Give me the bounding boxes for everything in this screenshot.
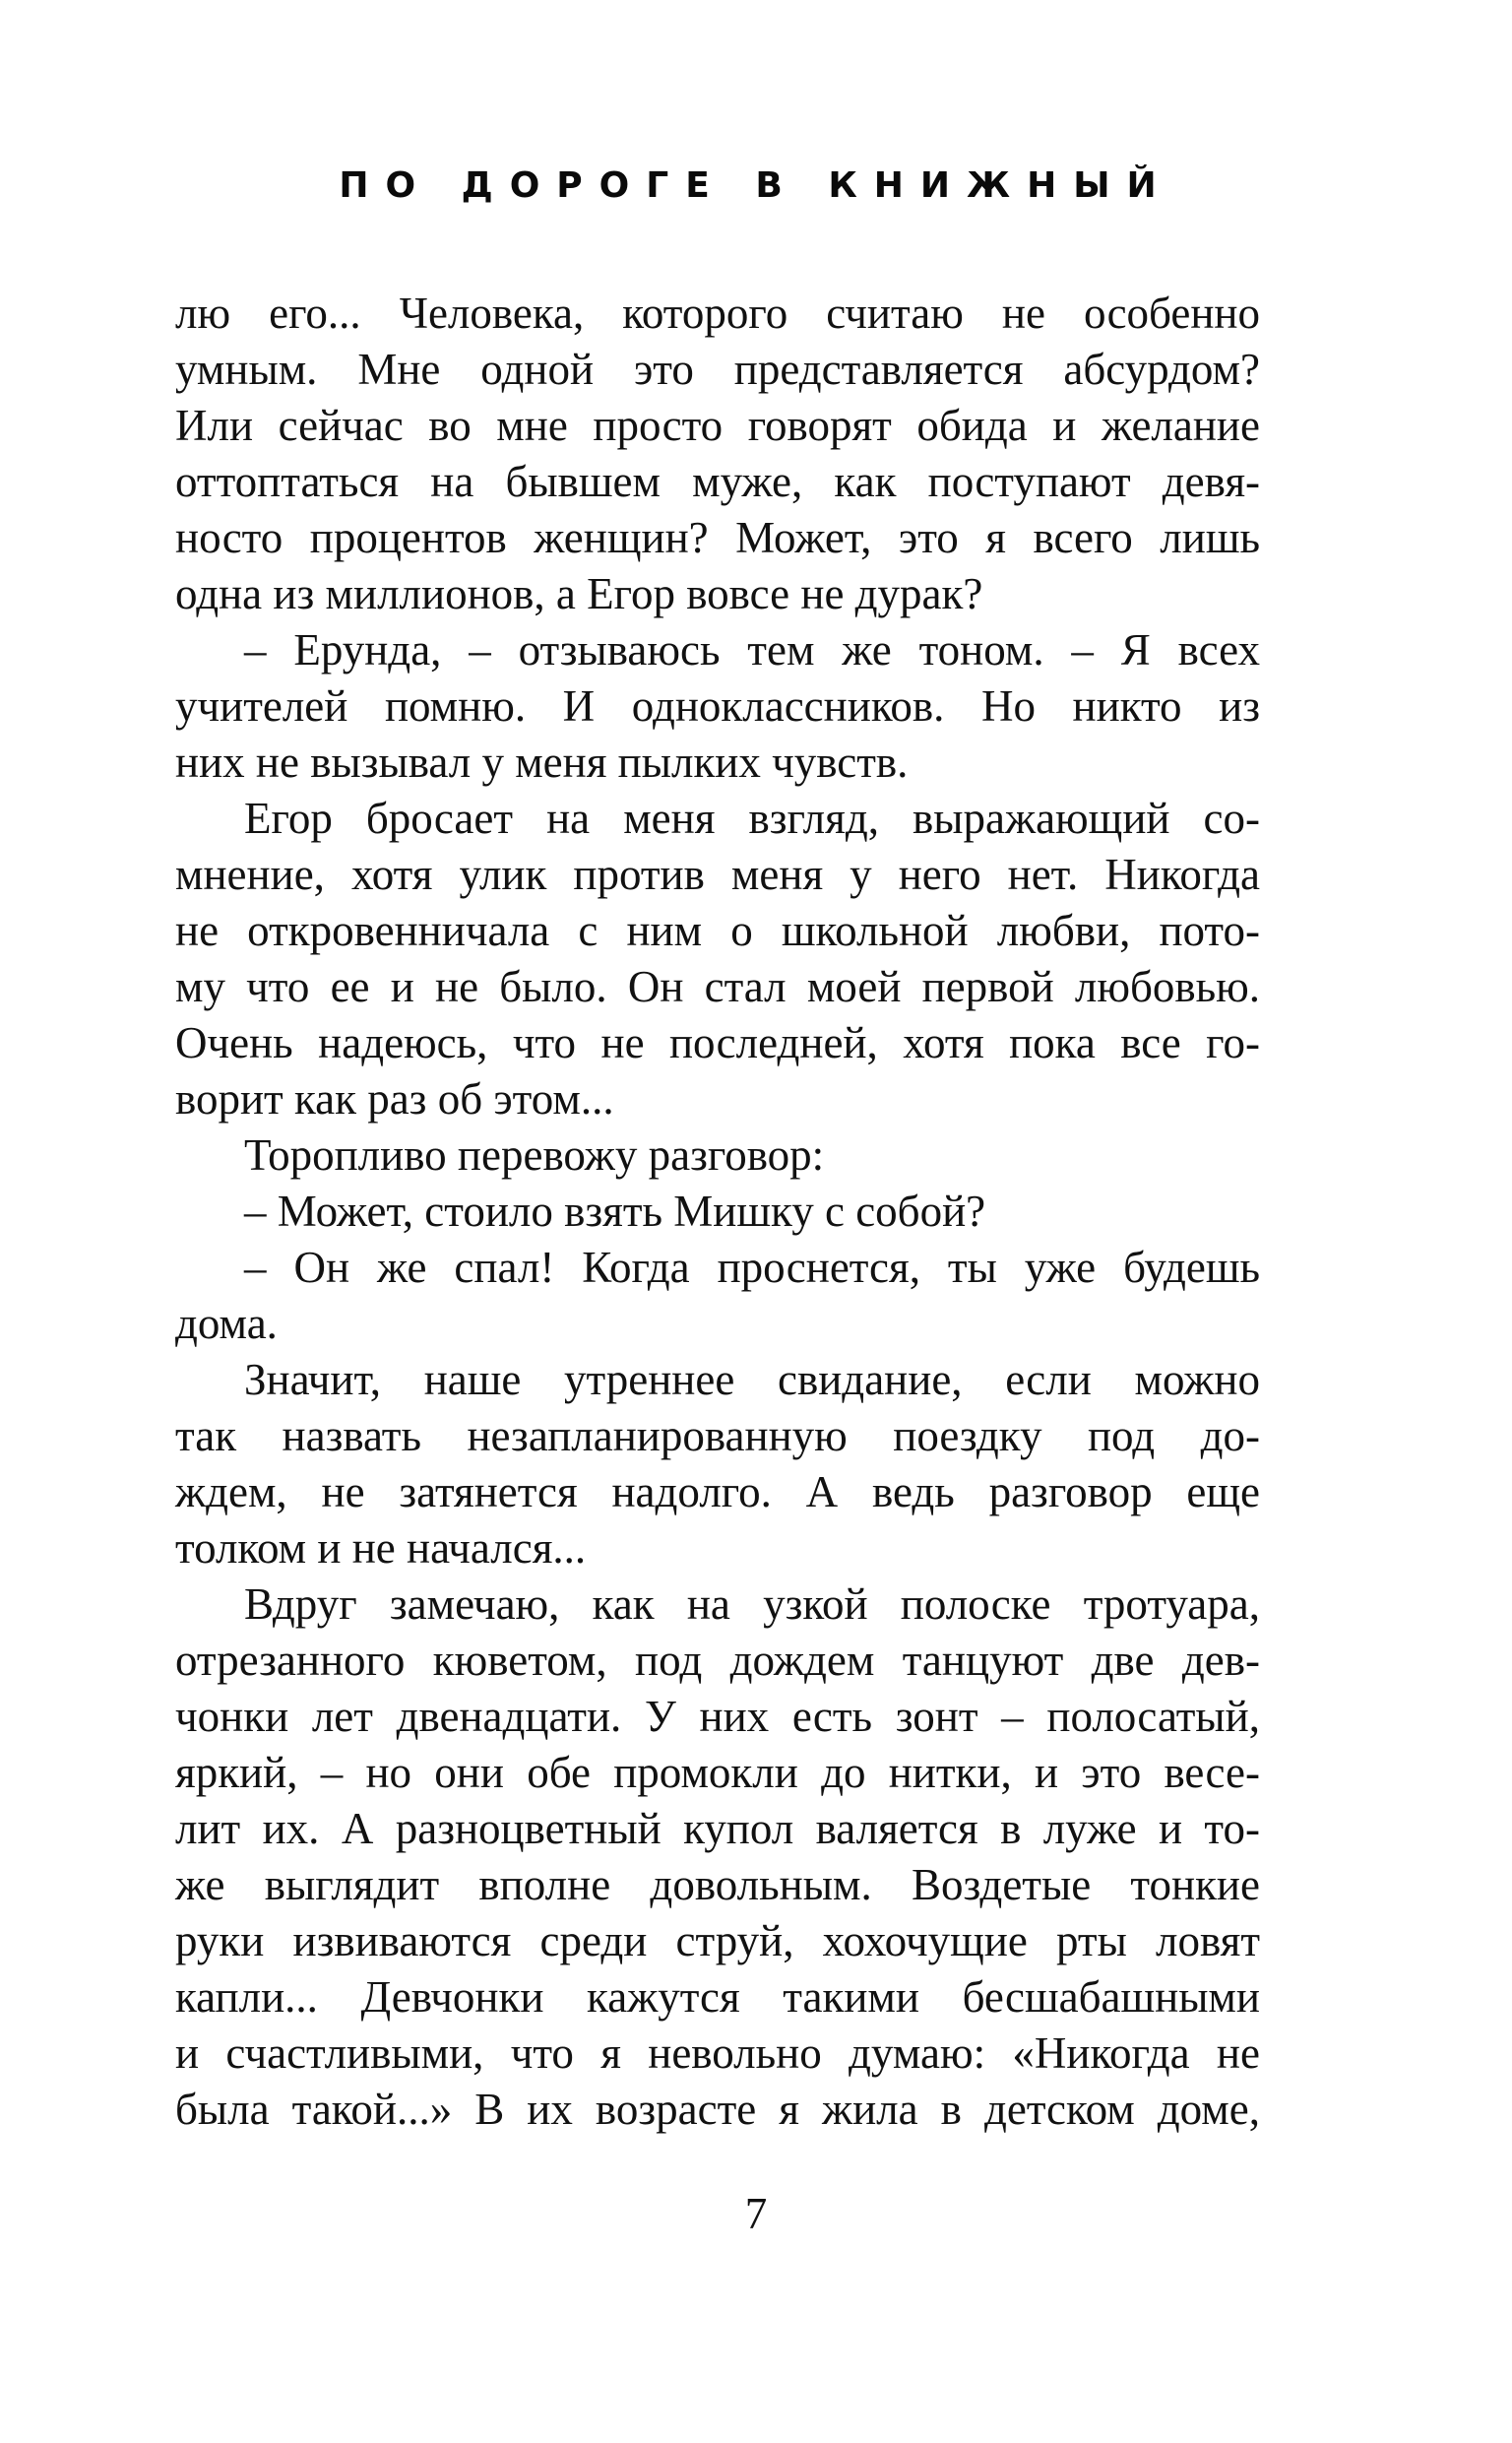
running-head: ПО ДОРОГЕ В КНИЖНЫЙ: [339, 165, 1173, 206]
body-text: [175, 286, 1260, 2138]
text-line: – Ерунда, – отзываюсь тем же тоном. – Я всех: [244, 625, 1260, 675]
text-line: учителей помню. И одноклассников. Но никто из: [175, 681, 1260, 731]
text-line: – Он же спал! Когда проснется, ты уже будешь: [244, 1243, 1260, 1292]
text-line: Торопливо перевожу разговор:: [244, 1130, 825, 1180]
text-line: умным. Мне одной это представляется абсурдом?: [175, 345, 1260, 394]
text-line: Егор бросает на меня взгляд, выражающий со-: [244, 794, 1260, 843]
text-line: лит их. А разноцветный купол валяется в луже и то-: [175, 1804, 1260, 1853]
text-line: так назвать незапланированную поездку под до-: [175, 1411, 1260, 1460]
text-line: и счастливыми, что я невольно думаю: «Никогда не: [175, 2028, 1260, 2078]
text-line: толком и не начался...: [175, 1523, 587, 1573]
text-line: му что ее и не было. Он стал моей первой любовью.: [175, 962, 1260, 1011]
text-line: одна из миллионов, а Егор вовсе не дурак?: [175, 569, 983, 618]
text-line: Или сейчас во мне просто говорят обида и желание: [175, 401, 1260, 450]
text-line: руки извиваются среди струй, хохочущие рты ловят: [175, 1916, 1260, 1965]
text-line: Значит, наше утреннее свидание, если можно: [244, 1355, 1260, 1404]
text-line: не откровенничала с ним о школьной любви, пото-: [175, 906, 1260, 955]
text-line: была такой...» В их возрасте я жила в детском доме,: [175, 2085, 1260, 2134]
text-line: носто процентов женщин? Может, это я всего лишь: [175, 513, 1260, 562]
text-line: дома.: [175, 1299, 278, 1348]
text-line: ворит как раз об этом...: [175, 1074, 614, 1124]
text-line: оттоптаться на бывшем муже, как поступают девя-: [175, 457, 1260, 506]
text-line: капли... Девчонки кажутся такими бесшабашными: [175, 1972, 1260, 2022]
text-line: Очень надеюсь, что не последней, хотя пока все го-: [175, 1018, 1260, 1067]
text-line: же выглядит вполне довольным. Воздетые тонкие: [175, 1860, 1260, 1909]
text-line: Вдруг замечаю, как на узкой полоске тротуара,: [244, 1579, 1260, 1629]
text-line: них не вызывал у меня пылких чувств.: [175, 738, 909, 787]
text-line: мнение, хотя улик против меня у него нет. Никогда: [175, 850, 1260, 899]
text-line: – Может, стоило взять Мишку с собой?: [244, 1187, 986, 1236]
page-number: 7: [744, 2189, 768, 2238]
text-line: чонки лет двенадцати. У них есть зонт – полосатый,: [175, 1692, 1260, 1741]
text-line: лю его... Человека, которого считаю не особенно: [175, 289, 1260, 338]
text-line: отрезанного кюветом, под дождем танцуют две дев-: [175, 1636, 1260, 1685]
text-line: ждем, не затянется надолго. А ведь разговор еще: [175, 1467, 1260, 1516]
text-line: яркий, – но они обе промокли до нитки, и это весе-: [175, 1748, 1260, 1797]
